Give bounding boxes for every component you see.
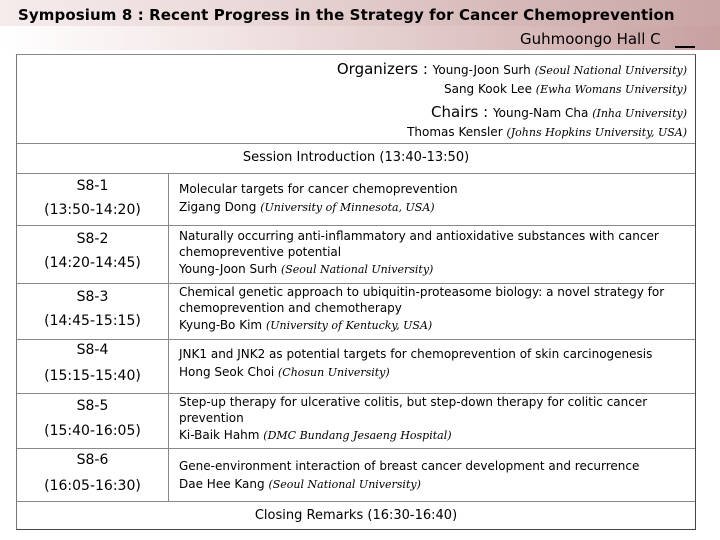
talk-title-line: Chemical genetic approach to ubiquitin-proteasome biology: a novel strategy for xyxy=(179,285,665,299)
session-row xyxy=(17,340,695,394)
organizer-name: Sang Kook Lee xyxy=(443,82,532,96)
chair-name: Thomas Kensler xyxy=(407,125,503,139)
chair-affiliation: (Inha University) xyxy=(592,107,687,120)
session-code: S8-2 xyxy=(76,231,109,247)
talk-title-line: Step-up therapy for ulcerative colitis, but step-down therapy for colitic cancer xyxy=(179,395,648,409)
speaker-name: Young-Joon Surh xyxy=(179,262,278,276)
session-code: S8-6 xyxy=(76,452,109,468)
talk-title-line: JNK1 and JNK2 as potential targets for chemoprevention of skin carcinogenesis xyxy=(179,347,653,361)
venue-divider xyxy=(675,46,695,48)
session-time: (13:50-14:20) xyxy=(44,202,141,218)
speaker-affiliation: (Chosun University) xyxy=(278,366,390,379)
speaker-line xyxy=(179,365,390,379)
session-code-cell xyxy=(17,340,169,393)
speaker-line xyxy=(179,200,435,214)
organizer-affiliation: (Seoul National University) xyxy=(534,64,687,77)
session-detail-cell xyxy=(179,284,689,339)
session-time: (15:40-16:05) xyxy=(44,423,141,439)
session-row xyxy=(17,284,695,340)
speaker-line xyxy=(179,477,421,491)
session-detail-cell xyxy=(179,449,689,501)
organizer-affiliation: (Ewha Womans University) xyxy=(535,83,687,96)
session-introduction-text xyxy=(17,150,695,165)
chair-line-2 xyxy=(407,125,687,139)
session-row xyxy=(17,226,695,284)
speaker-affiliation: (University of Kentucky, USA) xyxy=(265,319,433,332)
closing-label: Closing Remarks xyxy=(254,508,368,523)
session-code-cell xyxy=(17,173,169,225)
speaker-line xyxy=(179,318,432,332)
session-code: S8-4 xyxy=(76,342,109,358)
closing-time: (16:30-16:40) xyxy=(367,508,458,523)
speaker-affiliation: (University of Minnesota, USA) xyxy=(260,201,435,214)
speaker-line xyxy=(179,262,433,276)
talk-title-line: Molecular targets for cancer chemoprevention xyxy=(179,182,458,196)
session-code: S8-3 xyxy=(76,289,109,305)
program-table xyxy=(16,54,696,530)
speaker-name: Hong Seok Choi xyxy=(179,365,275,379)
session-detail-cell xyxy=(179,340,689,393)
page-title: Symposium 8 : Recent Progress in the Strategy for Cancer Chemoprevention xyxy=(18,6,675,24)
session-time: (14:45-15:15) xyxy=(44,313,141,329)
session-time: (14:20-14:45) xyxy=(44,255,141,271)
chairs-label: Chairs : xyxy=(431,103,493,121)
organizer-name: Young-Joon Surh xyxy=(432,63,531,77)
session-detail-cell xyxy=(179,394,689,448)
speaker-name: Zigang Dong xyxy=(179,200,257,214)
speaker-affiliation: (DMC Bundang Jesaeng Hospital) xyxy=(263,429,452,442)
closing-remarks-row xyxy=(17,502,695,530)
intro-time: (13:40-13:50) xyxy=(379,150,470,165)
closing-remarks-text xyxy=(17,508,695,523)
chair-line-1 xyxy=(431,103,687,121)
session-time: (16:05-16:30) xyxy=(44,478,141,494)
speaker-name: Dae Hee Kang xyxy=(179,477,265,491)
session-code: S8-1 xyxy=(76,178,109,194)
session-code-cell xyxy=(17,449,169,501)
session-code-cell xyxy=(17,394,169,448)
venue-label: Guhmoongo Hall C xyxy=(520,30,661,48)
session-row xyxy=(17,449,695,502)
intro-label: Session Introduction xyxy=(242,150,380,165)
session-introduction-row xyxy=(17,143,695,174)
session-time: (15:15-15:40) xyxy=(44,368,141,384)
talk-title-line: chemoprevention and chemotherapy xyxy=(179,301,402,315)
session-detail-cell xyxy=(179,226,689,283)
speaker-affiliation: (Seoul National University) xyxy=(268,478,421,491)
organizers-chairs-box xyxy=(17,55,695,144)
session-row xyxy=(17,394,695,449)
chair-name: Young-Nam Cha xyxy=(492,106,589,120)
speaker-line xyxy=(179,428,452,442)
organizers-label: Organizers : xyxy=(336,60,433,78)
speaker-name: Kyung-Bo Kim xyxy=(179,318,263,332)
chair-affiliation: (Johns Hopkins University, USA) xyxy=(506,126,687,139)
speaker-affiliation: (Seoul National University) xyxy=(280,263,434,276)
organizer-line-2 xyxy=(444,82,687,96)
session-code-cell xyxy=(17,226,169,283)
session-code-cell xyxy=(17,284,169,339)
organizer-line-1 xyxy=(337,60,687,78)
speaker-name: Ki-Baik Hahm xyxy=(179,428,260,442)
session-code: S8-5 xyxy=(76,398,109,414)
talk-title-line: Naturally occurring anti-inflammatory and antioxidative substances with cancer xyxy=(179,229,659,243)
session-detail-cell xyxy=(179,173,689,225)
session-row xyxy=(17,173,695,226)
talk-title-line: prevention xyxy=(179,411,244,425)
talk-title-line: chemopreventive potential xyxy=(179,245,342,259)
talk-title-line: Gene-environment interaction of breast cancer development and recurrence xyxy=(179,459,640,473)
